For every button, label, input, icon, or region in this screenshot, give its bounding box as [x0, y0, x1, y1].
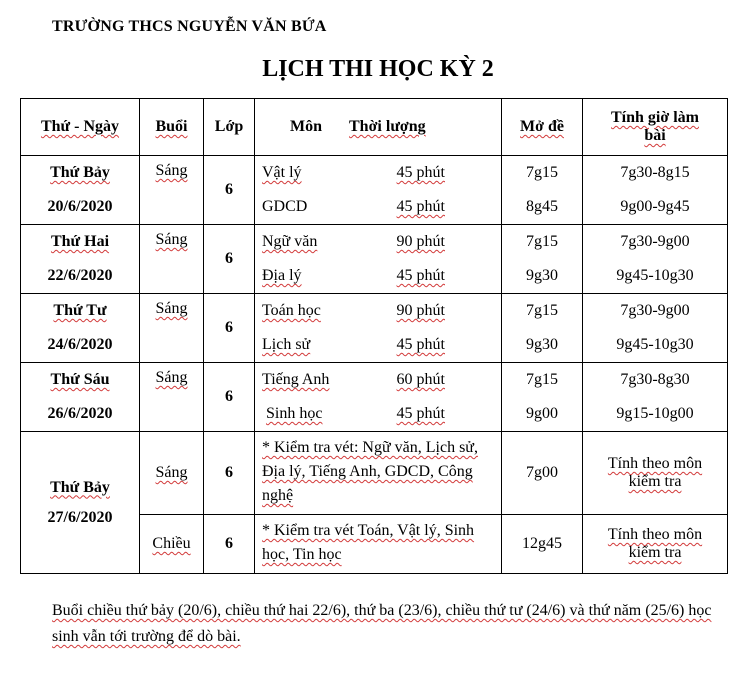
exam-time: 9g45-10g30	[616, 336, 694, 353]
exam-schedule-table	[20, 98, 728, 574]
open-cell: 7g00	[502, 432, 583, 515]
subject-name: GDCD	[262, 198, 308, 215]
table-row	[21, 156, 728, 225]
header-open: Mở đề	[502, 99, 583, 156]
grade-cell: 6	[204, 225, 255, 294]
open-cell	[502, 225, 583, 294]
exam-time-cell	[583, 156, 728, 225]
exam-time: 7g30-8g15	[620, 164, 690, 181]
day-cell: Thứ Sáu 26/6/2020	[21, 363, 140, 432]
footnote: Buổi chiều thứ bảy (20/6), chiều thứ hai 22/6), thứ ba (23/6), chiều thứ tư (24/6) và thứ năm (25/6) học sinh vẫn tới trường để dò bài.	[52, 602, 712, 645]
exam-time: 9g45-10g30	[616, 267, 694, 284]
session-cell: Chiều	[140, 515, 204, 574]
subject-cell	[255, 363, 502, 432]
subject-name: Sinh học	[266, 405, 323, 422]
subject-name: Toán học	[262, 302, 321, 319]
review-note-morning: * Kiểm tra vét: Ngữ văn, Lịch sử, Địa lý, Tiếng Anh, GDCD, Công nghệ	[255, 432, 502, 515]
grade-cell: 6	[204, 515, 255, 574]
subject-duration: 45 phút	[396, 198, 445, 215]
subject-duration: 45 phút	[396, 164, 445, 181]
session-cell: Sáng	[140, 294, 204, 363]
grade-cell: 6	[204, 294, 255, 363]
subject-duration: 90 phút	[396, 302, 445, 319]
subject-name: Lịch sử	[262, 336, 311, 353]
last-day-cell: Thứ Bảy 27/6/2020	[21, 432, 140, 574]
open-cell: 12g45	[502, 515, 583, 574]
header-exam-time: Tính giờ làm bài	[583, 99, 728, 156]
grade-cell: 6	[204, 156, 255, 225]
subject-cell	[255, 225, 502, 294]
header-session: Buổi	[140, 99, 204, 156]
open-cell	[502, 156, 583, 225]
open-cell	[502, 363, 583, 432]
session-cell: Sáng	[140, 156, 204, 225]
open-time: 9g30	[526, 336, 558, 353]
header-subject: Môn	[290, 118, 322, 135]
table-row	[21, 225, 728, 294]
open-time: 9g30	[526, 267, 558, 284]
subject-duration: 45 phút	[396, 405, 445, 422]
open-time: 7g15	[526, 233, 558, 250]
session-cell: Sáng	[140, 225, 204, 294]
header-subject-duration	[255, 99, 502, 156]
subject-name: Vật lý	[262, 164, 302, 181]
subject-name: Tiếng Anh	[262, 371, 330, 388]
grade-cell: 6	[204, 363, 255, 432]
subject-name: Địa lý	[262, 267, 302, 284]
subject-duration: 45 phút	[396, 267, 445, 284]
session-cell: Sáng	[140, 432, 204, 515]
exam-time-cell: Tính theo môn kiểm tra	[583, 432, 728, 515]
header-grade: Lớp	[204, 99, 255, 156]
session-cell: Sáng	[140, 363, 204, 432]
subject-duration: 90 phút	[396, 233, 445, 250]
review-note-afternoon: * Kiểm tra vét Toán, Vật lý, Sinh học, Tin học	[255, 515, 502, 574]
subject-cell	[255, 294, 502, 363]
open-time: 9g00	[526, 405, 558, 422]
open-time: 8g45	[526, 198, 558, 215]
exam-time: 7g30-9g00	[620, 302, 690, 319]
open-time: 7g15	[526, 302, 558, 319]
grade-cell: 6	[204, 432, 255, 515]
exam-time: 7g30-9g00	[620, 233, 690, 250]
exam-time-cell	[583, 294, 728, 363]
exam-time-cell	[583, 225, 728, 294]
header-day: Thứ - Ngày	[21, 99, 140, 156]
exam-time-cell: Tính theo môn kiểm tra	[583, 515, 728, 574]
exam-time-cell	[583, 363, 728, 432]
day-cell: Thứ Hai 22/6/2020	[21, 225, 140, 294]
exam-time: 9g00-9g45	[620, 198, 690, 215]
subject-duration: 60 phút	[396, 371, 445, 388]
school-name: TRƯỜNG THCS NGUYỄN VĂN BỨA	[52, 18, 327, 35]
subject-cell	[255, 156, 502, 225]
open-time: 7g15	[526, 371, 558, 388]
table-row	[21, 294, 728, 363]
open-time: 7g15	[526, 164, 558, 181]
subject-name: Ngữ văn	[262, 233, 318, 250]
exam-time: 7g30-8g30	[620, 371, 690, 388]
header-duration: Thời lượng	[349, 118, 426, 135]
table-row-last-day-morning	[21, 432, 728, 515]
day-cell: Thứ Tư 24/6/2020	[21, 294, 140, 363]
table-row	[21, 363, 728, 432]
day-cell: Thứ Bảy 20/6/2020	[21, 156, 140, 225]
exam-time: 9g15-10g00	[616, 405, 694, 422]
table-header-row	[21, 99, 728, 156]
open-cell	[502, 294, 583, 363]
subject-duration: 45 phút	[396, 336, 445, 353]
page-title: LỊCH THI HỌC KỲ 2	[262, 56, 494, 82]
